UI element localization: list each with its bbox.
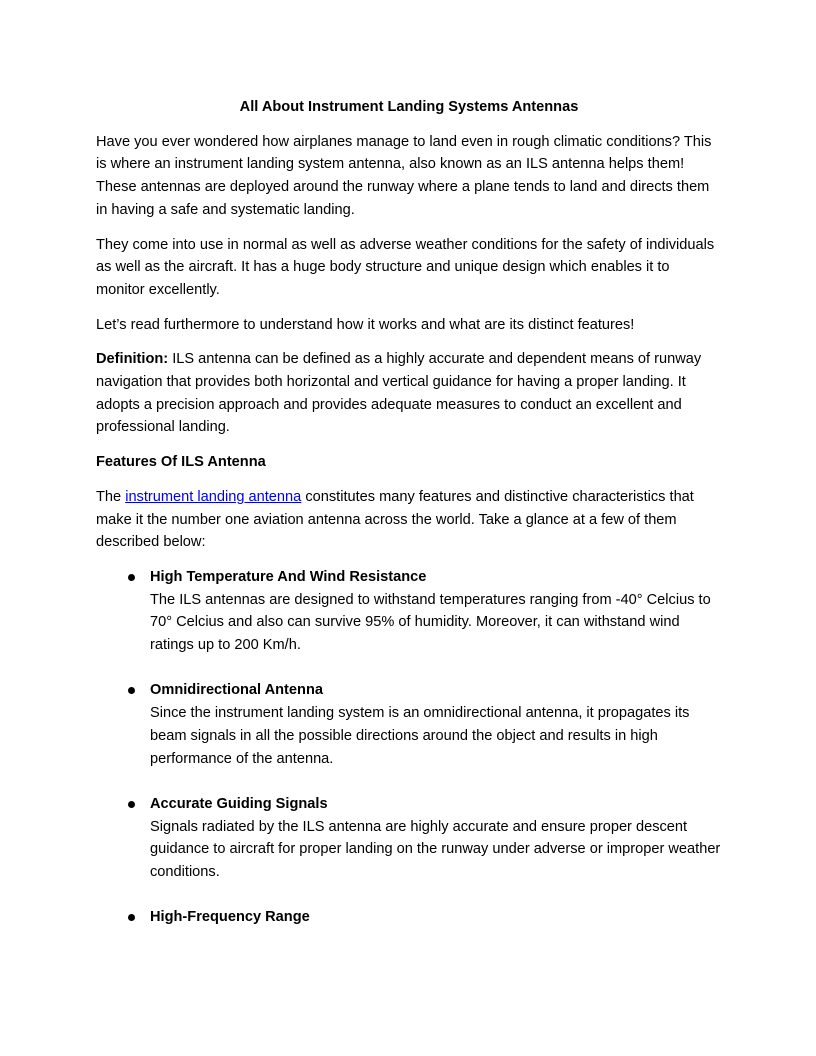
bullet-icon [128,801,135,808]
paragraph: They come into use in normal as well as adverse weather conditions for the safety of individuals as well as the aircraft. It has a huge body structure and unique design which enables it to monitor excellently. [96,236,715,298]
instrument-landing-antenna-link[interactable]: instrument landing antenna [125,488,302,505]
document-title: All About Instrument Landing Systems Antennas [239,99,579,115]
definition-paragraph [96,348,722,439]
bullet-icon [128,687,135,694]
features-list [96,566,722,929]
bullet-icon [128,914,135,921]
list-item [96,566,722,657]
feature-title: High Temperature And Wind Resistance [150,568,427,585]
feature-title: High-Frequency Range [150,909,310,926]
feature-description: The ILS antennas are designed to withstand temperatures ranging from -40° Celcius to 70° Celcius and also can survive 95% of humidity. Moreover, it can withstand wind ratings up to 200 Km/h. [150,591,711,654]
intro-text-after: constitutes many features and distinctive characteristics that make it the number one aviation antenna across the world. Take a glance at a few of them described below: [96,488,694,551]
paragraph: Have you ever wondered how airplanes manage to land even in rough climatic conditions? This is where an instrument landing system antenna, also known as an ILS antenna helps them! These antennas are deployed around the runway where a plane tends to land and directs them in having a safe and systematic landing. [96,133,712,218]
feature-description: Since the instrument landing system is an omnidirectional antenna, it propagates its beam signals in all the possible directions around the object and results in high performance of the antenna. [150,705,690,767]
bullet-icon [128,574,135,581]
definition-text: ILS antenna can be defined as a highly accurate and dependent means of runway navigation that provides both horizontal and vertical guidance for having a proper landing. It adopts a precision approach and provides adequate measures to conduct an excellent and professional landing. [96,351,702,436]
definition-label: Definition: [96,351,169,368]
features-intro [96,486,722,554]
intro-text-before: The [96,488,126,505]
list-item [96,679,722,770]
features-heading: Features Of ILS Antenna [96,454,266,471]
list-item [96,793,722,884]
feature-title: Omnidirectional Antenna [150,682,323,699]
document-body [96,96,722,929]
feature-title: Accurate Guiding Signals [150,795,328,812]
feature-description: Signals radiated by the ILS antenna are highly accurate and ensure proper descent guidance to aircraft for proper landing on the runway under adverse or improper weather conditions. [150,818,721,881]
paragraph: Let’s read furthermore to understand how it works and what are its distinct features! [96,316,635,333]
list-item [96,906,722,929]
